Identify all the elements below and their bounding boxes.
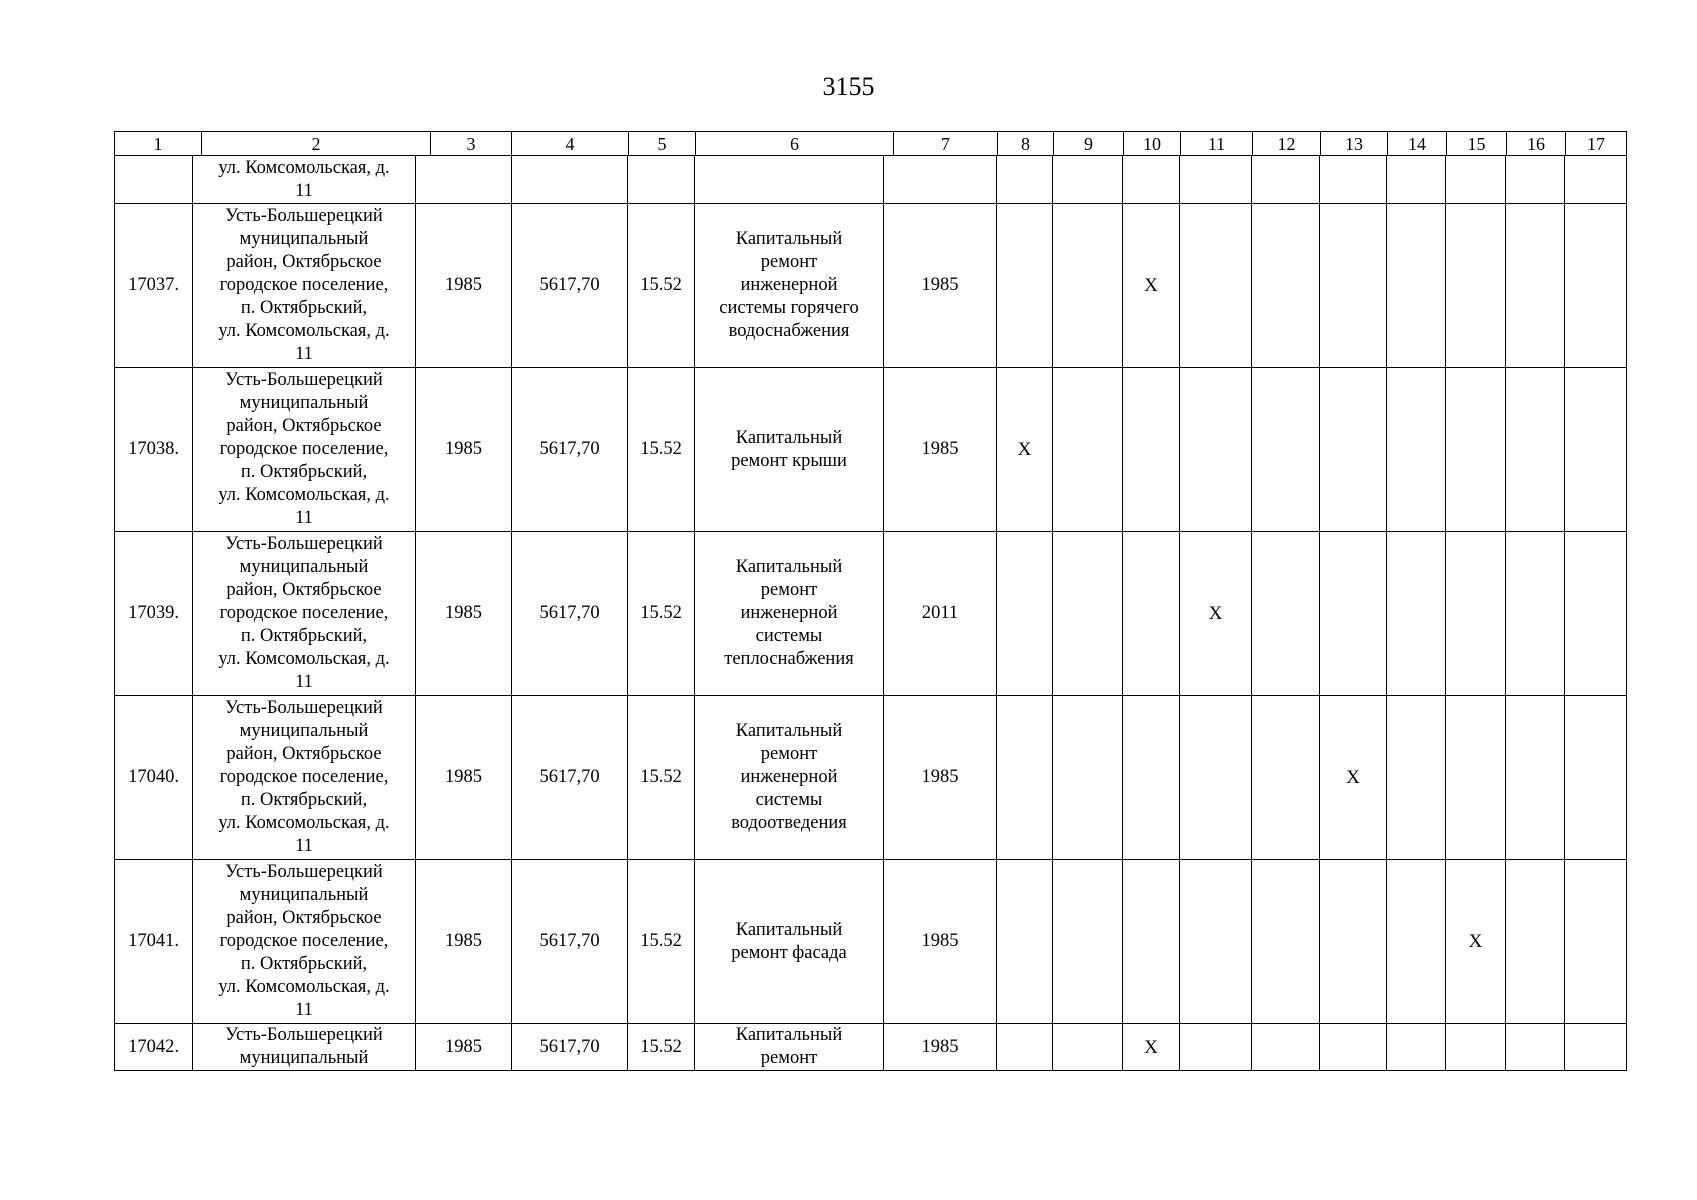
- cell-col-15: [1446, 532, 1506, 696]
- cell-col-14: [1387, 532, 1446, 696]
- cell-address: Усть-Большерецкий муниципальный район, Октябрьское городское поселение, п. Октябрьский, ул. Комсомольская, д. 11: [193, 368, 416, 532]
- cell-col-8: [997, 696, 1053, 860]
- cell-year: 1985: [884, 860, 997, 1024]
- cell-code: 15.52: [628, 696, 695, 860]
- cell-col-13: [1320, 860, 1387, 1024]
- cell-col-8: [997, 860, 1053, 1024]
- cell-col-11: [1180, 204, 1252, 368]
- cell-col-14: [1387, 204, 1446, 368]
- cell-col-15: [1446, 368, 1506, 532]
- cell-col-17: [1565, 368, 1627, 532]
- cell-empty: [1506, 156, 1565, 204]
- cell-col-10: Х: [1123, 1024, 1180, 1071]
- cell-year: 2011: [884, 532, 997, 696]
- cell-col-14: [1387, 696, 1446, 860]
- header-col-12: 12: [1253, 132, 1321, 156]
- cell-address: Усть-Большерецкий муниципальный район, Октябрьское городское поселение, п. Октябрьский, ул. Комсомольская, д. 11: [193, 860, 416, 1024]
- cell-col-12: [1252, 1024, 1320, 1071]
- cell-col-17: [1565, 860, 1627, 1024]
- cell-col-11: [1180, 368, 1252, 532]
- cell-col-17: [1565, 532, 1627, 696]
- cell-area: 5617,70: [512, 204, 628, 368]
- cell-empty: [1252, 156, 1320, 204]
- cell-empty: [628, 156, 695, 204]
- cell-col-8: [997, 1024, 1053, 1071]
- header-col-8: 8: [998, 132, 1054, 156]
- cell-number: 17037.: [115, 204, 193, 368]
- cell-col-10: [1123, 368, 1180, 532]
- cell-col-11: Х: [1180, 532, 1252, 696]
- cell-empty: [1320, 156, 1387, 204]
- cell-empty: [695, 156, 884, 204]
- header-col-16: 16: [1507, 132, 1566, 156]
- cell-year-built: 1985: [416, 532, 512, 696]
- data-rows: [115, 204, 1627, 1024]
- cell-number: [115, 156, 193, 204]
- cell-area: 5617,70: [512, 532, 628, 696]
- cell-year: 1985: [884, 696, 997, 860]
- cell-code: 15.52: [628, 532, 695, 696]
- cell-number: 17039.: [115, 532, 193, 696]
- cell-col-11: [1180, 860, 1252, 1024]
- cell-area: 5617,70: [512, 860, 628, 1024]
- cell-year-built: 1985: [416, 204, 512, 368]
- table-row: [115, 532, 1627, 696]
- cell-col-13: [1320, 368, 1387, 532]
- cell-col-12: [1252, 204, 1320, 368]
- cell-col-9: [1053, 696, 1123, 860]
- cell-col-14: [1387, 368, 1446, 532]
- cell-col-12: [1252, 532, 1320, 696]
- cell-code: 15.52: [628, 1024, 695, 1071]
- cell-col-13: [1320, 1024, 1387, 1071]
- cell-col-16: [1506, 368, 1565, 532]
- table-row: [115, 696, 1627, 860]
- header-col-1: 1: [115, 132, 202, 156]
- cell-work-type: Капитальный ремонт фасада: [695, 860, 884, 1024]
- cell-number: 17040.: [115, 696, 193, 860]
- cell-col-16: [1506, 860, 1565, 1024]
- cell-col-12: [1252, 696, 1320, 860]
- table-row: [115, 204, 1627, 368]
- cell-work-type: Капитальный ремонт инженерной системы водоотведения: [695, 696, 884, 860]
- cell-year-built: 1985: [416, 860, 512, 1024]
- cell-col-8: [997, 532, 1053, 696]
- repair-register-table: [114, 155, 1627, 1071]
- cell-col-10: [1123, 860, 1180, 1024]
- cell-col-9: [1053, 860, 1123, 1024]
- cell-area: 5617,70: [512, 368, 628, 532]
- cell-year: 1985: [884, 368, 997, 532]
- cell-empty: [1387, 156, 1446, 204]
- header-col-5: 5: [629, 132, 696, 156]
- cell-empty: [1180, 156, 1252, 204]
- table-row: [115, 860, 1627, 1024]
- header-col-3: 3: [431, 132, 512, 156]
- cell-col-13: [1320, 532, 1387, 696]
- cell-col-15: [1446, 204, 1506, 368]
- header-col-13: 13: [1321, 132, 1388, 156]
- cell-year-built: 1985: [416, 368, 512, 532]
- cell-number: 17041.: [115, 860, 193, 1024]
- cell-col-15: [1446, 696, 1506, 860]
- cell-col-13: [1320, 204, 1387, 368]
- page-number: 3155: [822, 72, 875, 101]
- cell-address: ул. Комсомольская, д. 11: [193, 156, 416, 204]
- cell-empty: [1446, 156, 1506, 204]
- cell-col-11: [1180, 696, 1252, 860]
- cell-area: 5617,70: [512, 696, 628, 860]
- cell-empty: [416, 156, 512, 204]
- cell-code: 15.52: [628, 860, 695, 1024]
- cell-work-type: Капитальный ремонт: [695, 1024, 884, 1071]
- cell-number: 17042.: [115, 1024, 193, 1071]
- cell-empty: [884, 156, 997, 204]
- cell-col-16: [1506, 696, 1565, 860]
- header-col-2: 2: [202, 132, 431, 156]
- cell-col-9: [1053, 532, 1123, 696]
- cell-area: 5617,70: [512, 1024, 628, 1071]
- cell-col-8: Х: [997, 368, 1053, 532]
- cell-address: Усть-Большерецкий муниципальный район, Октябрьское городское поселение, п. Октябрьский, ул. Комсомольская, д. 11: [193, 532, 416, 696]
- table-row: [115, 368, 1627, 532]
- cell-col-15: Х: [1446, 860, 1506, 1024]
- cell-col-12: [1252, 860, 1320, 1024]
- cell-col-9: [1053, 204, 1123, 368]
- cell-year-built: 1985: [416, 1024, 512, 1071]
- cell-year: 1985: [884, 1024, 997, 1071]
- cell-col-15: [1446, 1024, 1506, 1071]
- cell-col-17: [1565, 696, 1627, 860]
- cell-col-9: [1053, 368, 1123, 532]
- cell-col-9: [1053, 1024, 1123, 1071]
- cell-code: 15.52: [628, 368, 695, 532]
- header-col-14: 14: [1388, 132, 1447, 156]
- header-col-17: 17: [1566, 132, 1627, 156]
- cell-col-11: [1180, 1024, 1252, 1071]
- header-col-9: 9: [1054, 132, 1124, 156]
- cell-empty: [1565, 156, 1627, 204]
- cell-col-16: [1506, 204, 1565, 368]
- cell-col-14: [1387, 860, 1446, 1024]
- cell-year: 1985: [884, 204, 997, 368]
- cell-code: 15.52: [628, 204, 695, 368]
- header-col-6: 6: [696, 132, 894, 156]
- cell-col-8: [997, 204, 1053, 368]
- header-col-4: 4: [512, 132, 629, 156]
- header-col-11: 11: [1181, 132, 1253, 156]
- cell-work-type: Капитальный ремонт крыши: [695, 368, 884, 532]
- cell-col-16: [1506, 532, 1565, 696]
- table-row-continuation-top: [115, 156, 1627, 204]
- cell-empty: [997, 156, 1053, 204]
- header-row: [115, 132, 1627, 156]
- table-row-continuation-bottom: [115, 1024, 1627, 1071]
- column-number-header: [114, 131, 1627, 156]
- cell-work-type: Капитальный ремонт инженерной системы горячего водоснабжения: [695, 204, 884, 368]
- cell-col-17: [1565, 1024, 1627, 1071]
- cell-address: Усть-Большерецкий муниципальный район, Октябрьское городское поселение, п. Октябрьский, ул. Комсомольская, д. 11: [193, 696, 416, 860]
- cell-year-built: 1985: [416, 696, 512, 860]
- cell-empty: [1053, 156, 1123, 204]
- header-col-7: 7: [894, 132, 998, 156]
- cell-col-10: Х: [1123, 204, 1180, 368]
- cell-empty: [512, 156, 628, 204]
- cell-work-type: Капитальный ремонт инженерной системы теплоснабжения: [695, 532, 884, 696]
- cell-col-10: [1123, 696, 1180, 860]
- cell-address: Усть-Большерецкий муниципальный район, Октябрьское городское поселение, п. Октябрьский, ул. Комсомольская, д. 11: [193, 204, 416, 368]
- cell-col-16: [1506, 1024, 1565, 1071]
- cell-col-13: Х: [1320, 696, 1387, 860]
- cell-number: 17038.: [115, 368, 193, 532]
- cell-col-14: [1387, 1024, 1446, 1071]
- cell-empty: [1123, 156, 1180, 204]
- header-col-15: 15: [1447, 132, 1507, 156]
- cell-col-17: [1565, 204, 1627, 368]
- cell-col-10: [1123, 532, 1180, 696]
- cell-address: Усть-Большерецкий муниципальный: [193, 1024, 416, 1071]
- cell-col-12: [1252, 368, 1320, 532]
- header-col-10: 10: [1124, 132, 1181, 156]
